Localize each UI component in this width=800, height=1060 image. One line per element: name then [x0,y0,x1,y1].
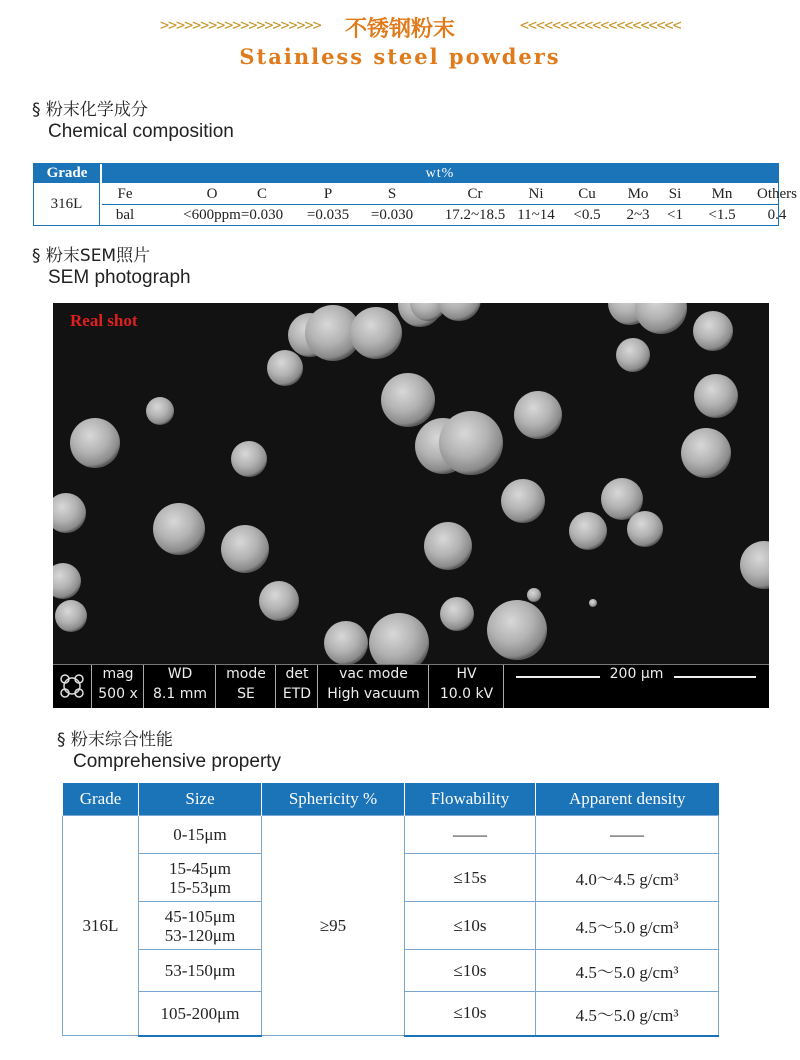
sem-info-cell [275,665,318,708]
powder-particle [440,597,474,631]
header-grade: Grade [63,783,139,816]
size-value: 0-15μm [173,825,227,844]
element-value: bal [115,207,135,223]
size-cell [139,854,262,902]
sem-info-cell [428,665,504,708]
sem-info-label: WD [167,666,193,682]
flowability-cell: —— [405,816,536,854]
size-cell [139,992,262,1036]
sem-info-value: 10.0 kV [439,686,494,702]
element-label: Si [668,186,682,202]
element-value: =0.035 [306,207,350,223]
section-sem [32,245,191,289]
element-value: 11~14 [517,207,555,223]
header-density: Apparent density [536,783,719,816]
sem-particles [53,303,769,708]
size-value: 15-45μm [169,858,231,878]
sem-info-label: det [285,666,309,682]
powder-particle [527,588,541,602]
fei-logo-icon [53,665,91,708]
powder-particle [70,418,120,468]
powder-particle [589,599,597,607]
powder-particle [259,581,299,621]
powder-particle [221,525,269,573]
value-row [102,204,787,225]
grade-header: Grade [34,164,100,183]
size-value: 53-150μm [164,961,236,980]
scale-bar-cell [503,665,769,708]
section-property [57,729,281,773]
density-cell: 4.5～5.0 g/cm³ [536,992,719,1036]
element-value: <1 [667,207,683,223]
flowability-cell: ≤10s [405,992,536,1036]
right-arrows: <<<<<<<<<<<<<<<<<<<< [520,16,681,34]
powder-particle [514,391,562,439]
size-value-2: 53-120μm [164,925,236,945]
grade-cell: 316L [63,816,139,1036]
density-cell: —— [536,816,719,854]
element-label: Fe [117,186,133,202]
powder-particle [694,374,738,418]
sem-info-cell [317,665,429,708]
section-title-cn: § 粉末化学成分 [32,100,148,120]
sem-info-bar [53,664,769,708]
sem-info-cell [143,665,216,708]
flowability-cell: ≤15s [405,854,536,902]
powder-particle [627,511,663,547]
element-label: Mn [711,186,733,202]
powder-particle [487,600,547,660]
density-cell: 4.0～4.5 g/cm³ [536,854,719,902]
section-title-cn: § 粉末综合性能 [57,730,173,750]
left-arrows: >>>>>>>>>>>>>>>>>>>> [160,16,321,34]
element-value: <0.5 [573,207,601,223]
powder-particle [153,503,205,555]
header-flowability: Flowability [405,783,536,816]
powder-particle [635,303,687,334]
powder-particle [616,338,650,372]
sem-info-cell [215,665,276,708]
section-title-cn: § 粉末SEM照片 [32,246,151,266]
element-value: 17.2~18.5 [444,207,506,223]
flowability-cell: ≤10s [405,950,536,992]
powder-particle [437,303,481,321]
powder-particle [424,522,472,570]
sphericity-cell: ≥95 [262,816,405,1036]
sem-info-value: ETD [282,686,312,702]
element-label: Cr [467,186,483,202]
powder-particle [53,563,81,599]
density-cell: 4.5～5.0 g/cm³ [536,902,719,950]
section-title-en: Comprehensive property [73,751,282,772]
section-title-en: SEM photograph [48,267,191,288]
title-cn: 不锈钢粉末 [344,17,455,42]
powder-particle [53,493,86,533]
element-value: =0.030 [240,207,284,223]
sem-info-cell [91,665,144,708]
element-label: O [206,186,218,202]
powder-particle [501,479,545,523]
section-title-en: Chemical composition [48,121,234,142]
element-label: Cu [578,186,596,202]
section-chemical [32,99,234,143]
header-sphericity: Sphericity % [262,783,405,816]
element-value: 0.4 [767,207,787,223]
element-value: 2~3 [626,207,650,223]
element-label: Ni [528,186,544,202]
powder-particle [55,600,87,632]
density-cell: 4.5～5.0 g/cm³ [536,950,719,992]
size-cell [139,816,262,854]
powder-particle [740,541,769,589]
powder-particle [146,397,174,425]
sem-info-value: 500 x [98,686,138,702]
powder-particle [381,373,435,427]
element-label: Others [757,186,797,202]
element-value: <600ppm [183,207,241,223]
sem-info-label: HV [456,666,477,682]
title-en: Stainless steel powders [239,44,561,69]
page-header [0,8,800,70]
powder-particle [569,512,607,550]
size-value: 45-105μm [164,906,236,926]
powder-particle [324,621,368,665]
flowability-cell: ≤10s [405,902,536,950]
element-label: C [256,186,267,202]
powder-particle [681,428,731,478]
powder-particle [350,307,402,359]
header-size: Size [139,783,262,816]
table-row [63,816,719,854]
chemical-composition-table [33,163,797,226]
element-row [102,184,797,204]
powder-particle [693,311,733,351]
element-label: Mo [627,186,649,202]
element-label: P [323,186,333,202]
size-cell [139,950,262,992]
grade-value: 316L [34,183,100,225]
sem-info-label: vac mode [339,666,408,682]
powder-particle [267,350,303,386]
element-value: <1.5 [708,207,736,223]
size-value-2: 15-53μm [169,877,231,897]
sem-info-value: High vacuum [327,686,420,702]
sem-image [53,303,769,708]
real-shot-label: Real shot [70,311,138,330]
size-cell [139,902,262,950]
size-value: 105-200μm [160,1003,240,1023]
powder-particle [439,411,503,475]
wt-header: wt% [102,164,778,183]
element-label: S [387,186,397,202]
powder-particle [231,441,267,477]
sem-info-label: mode [226,666,266,682]
sem-info-value: 8.1 mm [153,686,207,702]
property-table [62,783,719,1037]
sem-info-value: SE [237,686,255,702]
scale-bar-label: 200 μm [609,666,664,682]
sem-info-label: mag [102,666,134,682]
element-value: =0.030 [370,207,414,223]
